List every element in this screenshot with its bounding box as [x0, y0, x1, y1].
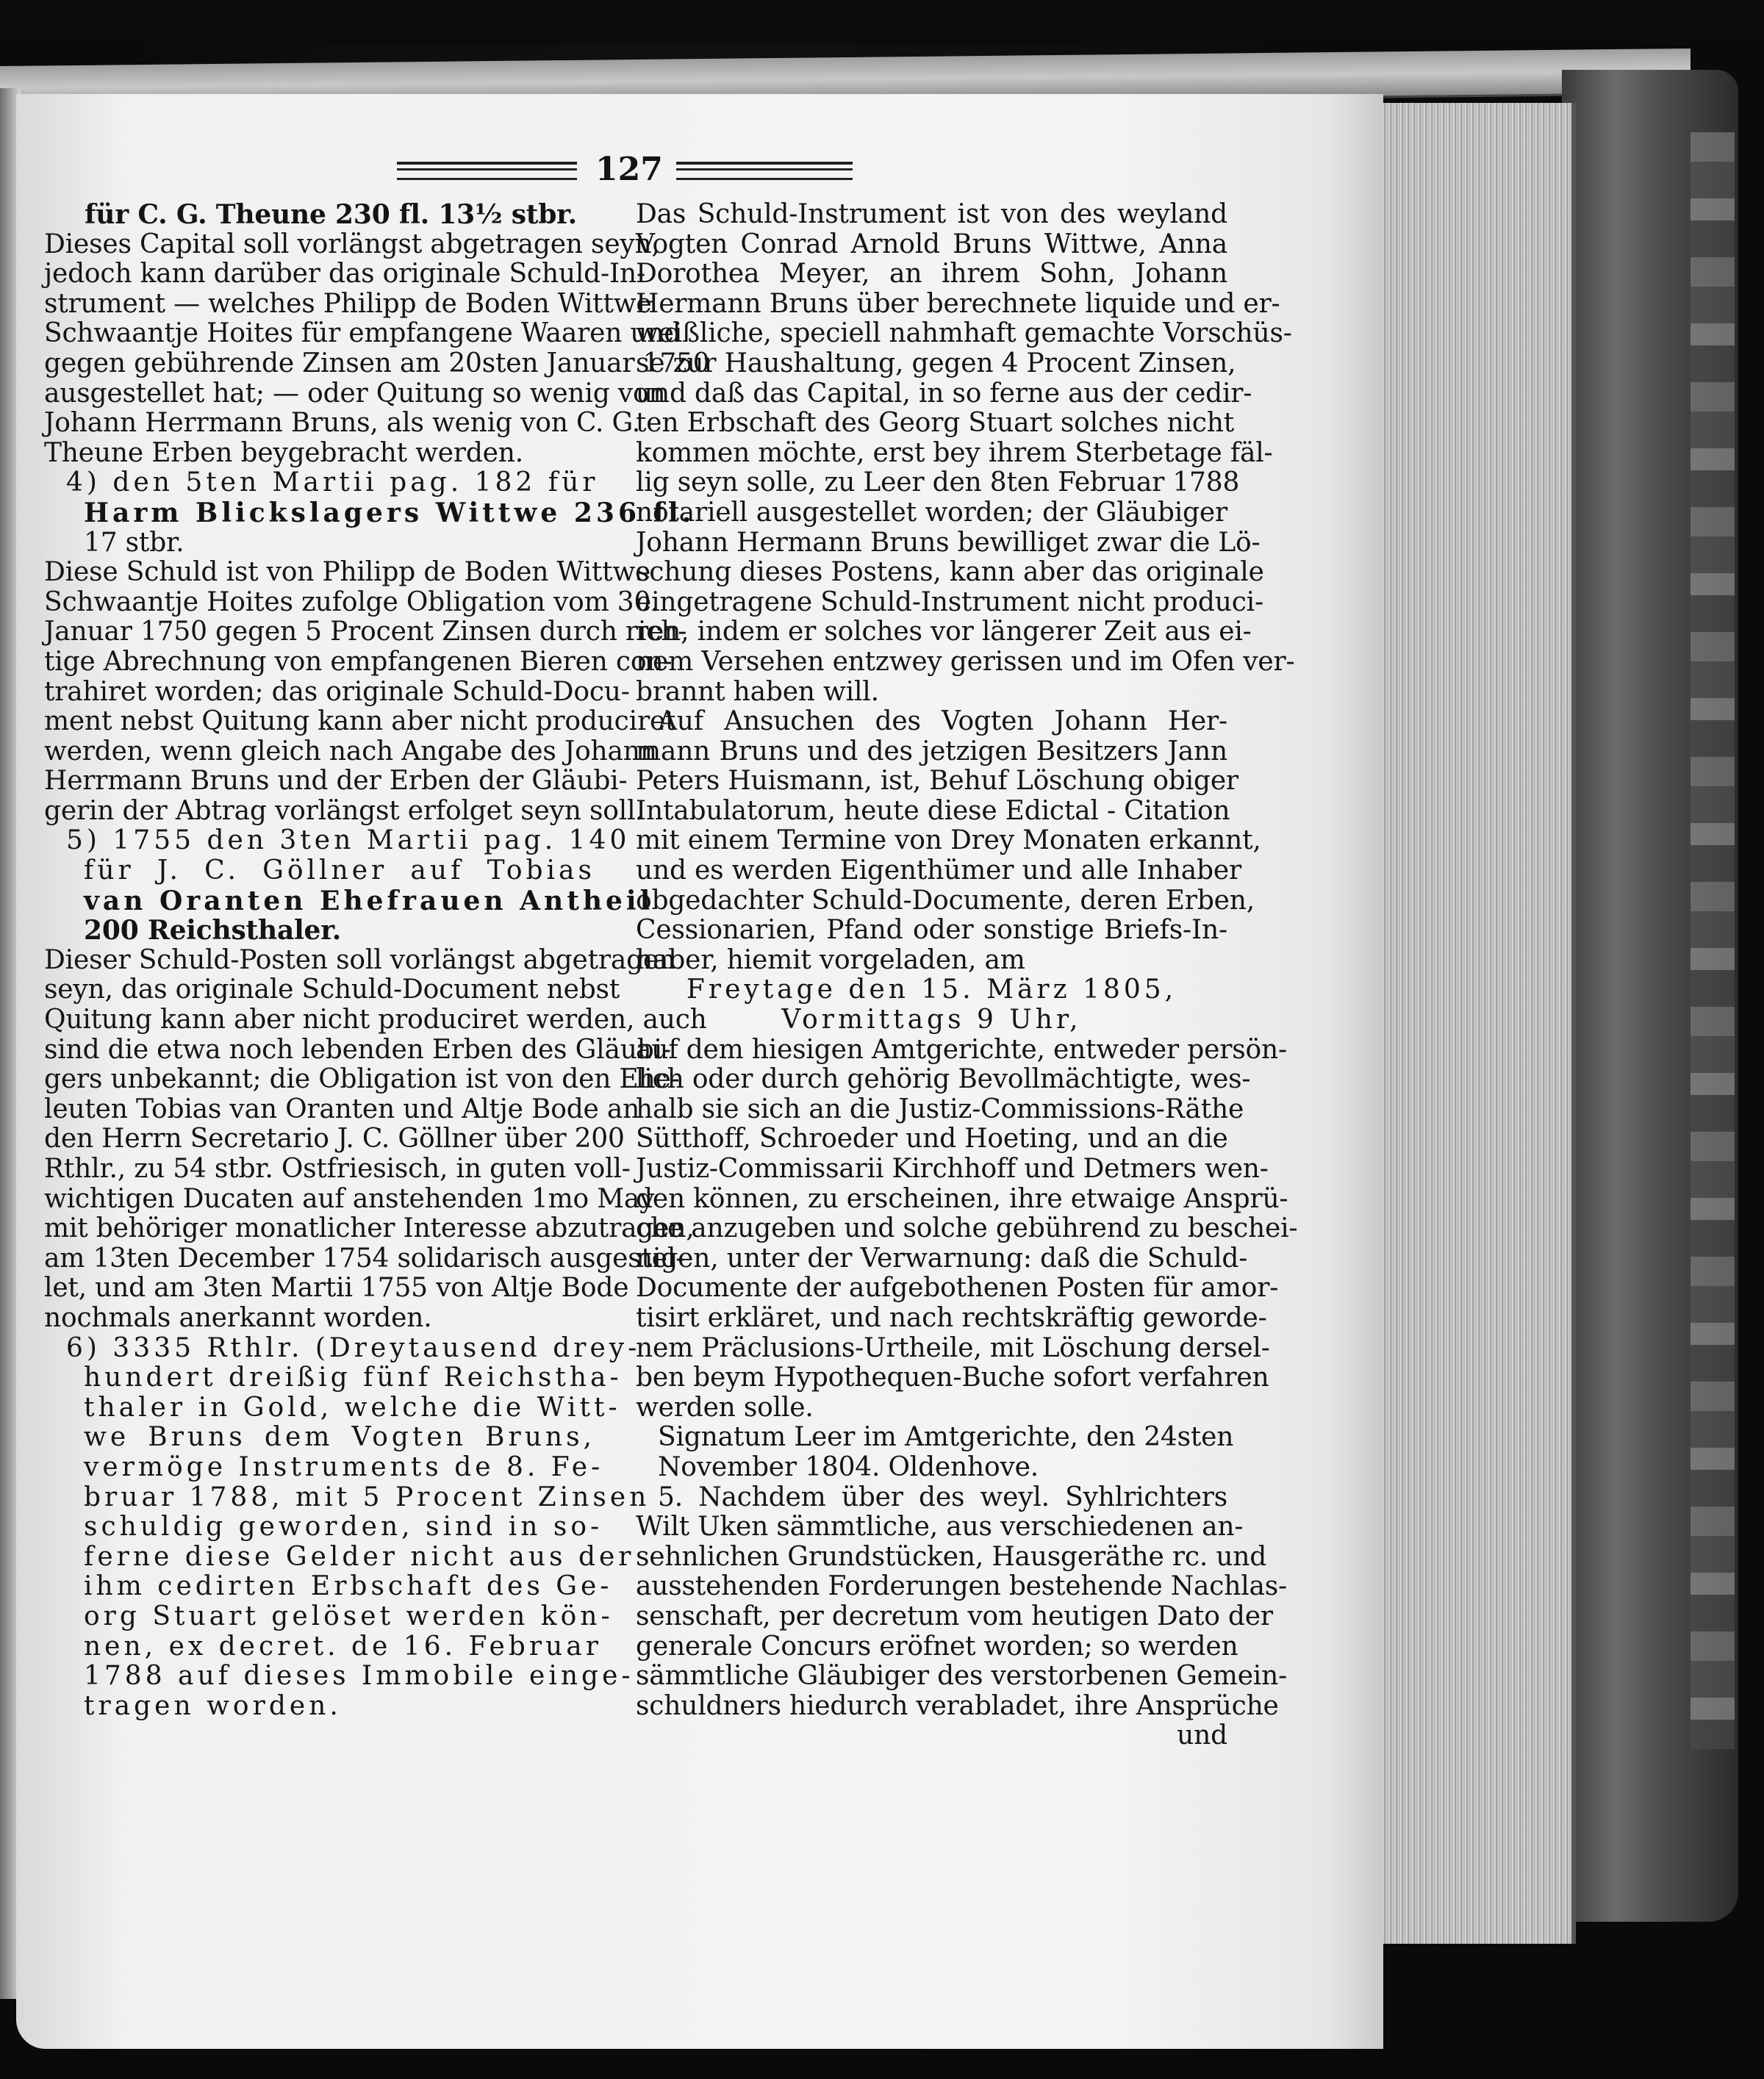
text-line: hundert dreißig fünf Reichstha- — [84, 1362, 623, 1393]
page-edges-stack — [1380, 103, 1576, 1944]
text-line: 17 stbr. — [84, 527, 184, 558]
text-line: Vormittags 9 Uhr, — [781, 1005, 1082, 1035]
text-line: seyn, das originale Schuld-Document nebst — [44, 974, 620, 1005]
text-line: gers unbekannt; die Obligation ist von den Ehe- — [44, 1064, 680, 1095]
text-line: brannt haben will. — [636, 676, 879, 707]
text-line: halb sie sich an die Justiz-Commissions-Räthe — [636, 1094, 1244, 1124]
text-line: sämmtliche Gläubiger des verstorbenen Gemein- — [636, 1661, 1288, 1692]
text-line: thaler in Gold, welche die Witt- — [84, 1392, 621, 1423]
text-line: Peters Huismann, ist, Behuf Löschung obiger — [636, 766, 1238, 797]
text-line: Sütthoff, Schroeder und Hoeting, und an die — [636, 1124, 1228, 1155]
text-line: ment nebst Quitung kann aber nicht produciret — [44, 706, 676, 737]
text-line: sind die etwa noch lebenden Erben des Gläubi- — [44, 1034, 671, 1065]
text-line: che anzugeben und solche gebührend zu beschei- — [636, 1213, 1298, 1244]
text-line: trahiret worden; das originale Schuld-Docu- — [44, 676, 630, 707]
text-line: Das Schuld-Instrument ist von des weyland — [636, 199, 1227, 229]
text-line: Intabulatorum, heute diese Edictal - Citation — [636, 795, 1230, 826]
text-line: van Oranten Ehefrauen Antheil — [84, 885, 654, 916]
text-line: und daß das Capital, in so ferne aus der cedir- — [636, 378, 1252, 409]
page-number: 127 — [595, 151, 663, 188]
text-line: Cessionarien, Pfand oder sonstige Briefs-In- — [636, 915, 1227, 946]
text-line: November 1804. Oldenhove. — [658, 1451, 1039, 1482]
text-line: Theune Erben beygebracht werden. — [44, 437, 524, 468]
text-line: gegen gebührende Zinsen am 20sten Januar 1750 — [44, 348, 710, 378]
text-line: lich oder durch gehörig Bevollmächtigte, wes- — [636, 1064, 1251, 1095]
text-line: Signatum Leer im Amtgerichte, den 24sten — [658, 1422, 1234, 1453]
header-rule-right — [676, 162, 853, 180]
text-line: Hermann Bruns über berechnete liquide und er- — [636, 288, 1280, 319]
text-line: 200 Reichsthaler. — [84, 915, 342, 947]
text-line: strument — welches Philipp de Boden Wittwe — [44, 288, 652, 319]
text-line: Schwaantje Hoites für empfangene Waaren und — [44, 318, 681, 349]
text-line: ihm cedirten Erbschaft des Ge- — [84, 1571, 613, 1602]
text-line: ben beym Hypothequen-Buche sofort verfahren — [636, 1362, 1269, 1393]
text-line: schuldners hiedurch verabladet, ihre Ansprüche — [636, 1690, 1279, 1721]
text-line: Diese Schuld ist von Philipp de Boden Wittwe — [44, 557, 651, 588]
text-line: Herrmann Bruns und der Erben der Gläubi- — [44, 766, 628, 797]
left-text-column — [44, 199, 710, 1721]
text-line: 4) den 5ten Martii pag. 182 für — [66, 467, 599, 498]
text-line: Johann Herrmann Bruns, als wenig von C. G. — [44, 408, 641, 439]
text-line: Schwaantje Hoites zufolge Obligation vom 30. — [44, 586, 659, 617]
text-line: mann Bruns und des jetzigen Besitzers Jann — [636, 736, 1227, 766]
text-line: nem Präclusions-Urtheile, mit Löschung dersel- — [636, 1332, 1270, 1363]
text-line: tige Abrechnung von empfangenen Bieren con- — [44, 646, 673, 677]
text-line: den Herrn Secretario J. C. Göllner über 200 — [44, 1124, 625, 1155]
text-line: let, und am 3ten Martii 1755 von Altje Bode — [44, 1273, 629, 1304]
text-line: ferne diese Gelder nicht aus der — [84, 1541, 635, 1572]
text-line: ten Erbschaft des Georg Stuart solches nicht — [636, 408, 1234, 439]
text-line: nen, ex decret. de 16. Februar — [84, 1631, 602, 1662]
text-line: leuten Tobias van Oranten und Altje Bode an — [44, 1094, 640, 1124]
text-line: obgedachter Schuld-Documente, deren Erben, — [636, 885, 1255, 916]
text-line: tragen worden. — [84, 1690, 342, 1721]
text-line: 5. Nachdem über des weyl. Syhlrichters — [658, 1482, 1227, 1512]
text-line: am 13ten December 1754 solidarisch ausgestel- — [44, 1243, 685, 1274]
text-line: notariell ausgestellet worden; der Gläubiger — [636, 497, 1227, 528]
text-line: jedoch kann darüber das originale Schuld-In- — [44, 259, 645, 290]
text-line: Documente der aufgebothenen Posten für amor- — [636, 1273, 1279, 1304]
text-line: haber, hiemit vorgeladen, am — [636, 944, 1025, 975]
text-line: Johann Hermann Bruns bewilliget zwar die Lö- — [636, 527, 1261, 558]
text-line: 6) 3335 Rthlr. (Dreytausend drey- — [66, 1332, 641, 1363]
text-line: werden, wenn gleich nach Angabe des Johann — [44, 736, 657, 766]
text-line: ausgestellet hat; — oder Quitung so wenig von — [44, 378, 666, 409]
text-line: Januar 1750 gegen 5 Procent Zinsen durch rich- — [44, 617, 687, 647]
text-line: mit einem Termine von Drey Monaten erkannt, — [636, 825, 1261, 856]
text-line: auf dem hiesigen Amtgerichte, entweder persön- — [636, 1034, 1287, 1065]
text-line: generale Concurs eröfnet worden; so werden — [636, 1631, 1238, 1662]
text-line: 5) 1755 den 3ten Martii pag. 140 — [66, 825, 631, 856]
text-line: und — [1177, 1720, 1227, 1751]
text-line: sehnlichen Grundstücken, Hausgeräthe rc. und — [636, 1541, 1267, 1572]
text-line: schuldig geworden, sind in so- — [84, 1512, 603, 1543]
text-line: we Bruns dem Vogten Bruns, — [84, 1422, 595, 1453]
text-line: Rthlr., zu 54 stbr. Ostfriesisch, in guten voll- — [44, 1154, 631, 1184]
cover-wear — [1690, 132, 1735, 1749]
text-line: Harm Blickslagers Wittwe 236 fl. — [84, 497, 695, 528]
page-header — [397, 151, 853, 187]
text-line: für C. G. Theune 230 fl. 13½ stbr. — [85, 199, 577, 230]
text-line: bruar 1788, mit 5 Procent Zinsen — [84, 1482, 650, 1512]
text-line: nem Versehen entzwey gerissen und im Ofen ver- — [636, 646, 1295, 677]
text-line: vermöge Instruments de 8. Fe- — [84, 1451, 604, 1482]
text-line: kommen möchte, erst bey ihrem Sterbetage fäl- — [636, 437, 1273, 468]
text-line: Auf Ansuchen des Vogten Johann Her- — [658, 706, 1227, 737]
text-line: Dieses Capital soll vorlängst abgetragen seyn, — [44, 229, 660, 259]
text-line: se zur Haushaltung, gegen 4 Procent Zinsen, — [636, 348, 1236, 378]
text-line: weißliche, speciell nahmhaft gemachte Vorschüs- — [636, 318, 1292, 349]
text-line: Dorothea Meyer, an ihrem Sohn, Johann — [636, 259, 1227, 290]
text-line: ausstehenden Forderungen bestehende Nachlas- — [636, 1571, 1288, 1602]
text-line: gerin der Abtrag vorlängst erfolget seyn soll. — [44, 795, 644, 826]
text-line: Wilt Uken sämmtliche, aus verschiedenen an- — [636, 1512, 1244, 1543]
text-line: Justiz-Commissarii Kirchhoff und Detmers wen- — [636, 1154, 1269, 1184]
text-line: Dieser Schuld-Posten soll vorlängst abgetragen — [44, 944, 676, 975]
text-line: mit behöriger monatlicher Interesse abzutragen, — [44, 1213, 695, 1244]
right-text-column — [636, 199, 1298, 1751]
text-line: schung dieses Postens, kann aber das originale — [636, 557, 1264, 588]
text-line: eingetragene Schuld-Instrument nicht produci- — [636, 586, 1263, 617]
text-line: 1788 auf dieses Immobile einge- — [84, 1661, 634, 1692]
text-line: werden solle. — [636, 1392, 814, 1423]
text-line: nigen, unter der Verwarnung: daß die Schuld- — [636, 1243, 1248, 1274]
text-line: wichtigen Ducaten auf anstehenden 1mo May — [44, 1183, 655, 1214]
text-line: senschaft, per decretum vom heutigen Dato der — [636, 1601, 1273, 1631]
text-line: nochmals anerkannt worden. — [44, 1302, 432, 1333]
text-line: den können, zu erscheinen, ihre etwaige Ansprü- — [636, 1183, 1288, 1214]
text-line: für J. C. Göllner auf Tobias — [84, 855, 595, 886]
text-line: Quitung kann aber nicht produciret werden, auch — [44, 1005, 707, 1035]
text-line: tisirt erkläret, und nach rechtskräftig geworde- — [636, 1302, 1267, 1333]
text-line: org Stuart gelöset werden kön- — [84, 1601, 614, 1631]
text-line: lig seyn solle, zu Leer den 8ten Februar 1788 — [636, 467, 1240, 498]
header-rule-left — [397, 162, 577, 180]
text-line: ren, indem er solches vor längerer Zeit aus ei- — [636, 617, 1252, 647]
text-line: und es werden Eigenthümer und alle Inhaber — [636, 855, 1241, 886]
text-line: Freytage den 15. März 1805, — [686, 974, 1177, 1005]
text-line: Vogten Conrad Arnold Bruns Wittwe, Anna — [636, 229, 1227, 259]
